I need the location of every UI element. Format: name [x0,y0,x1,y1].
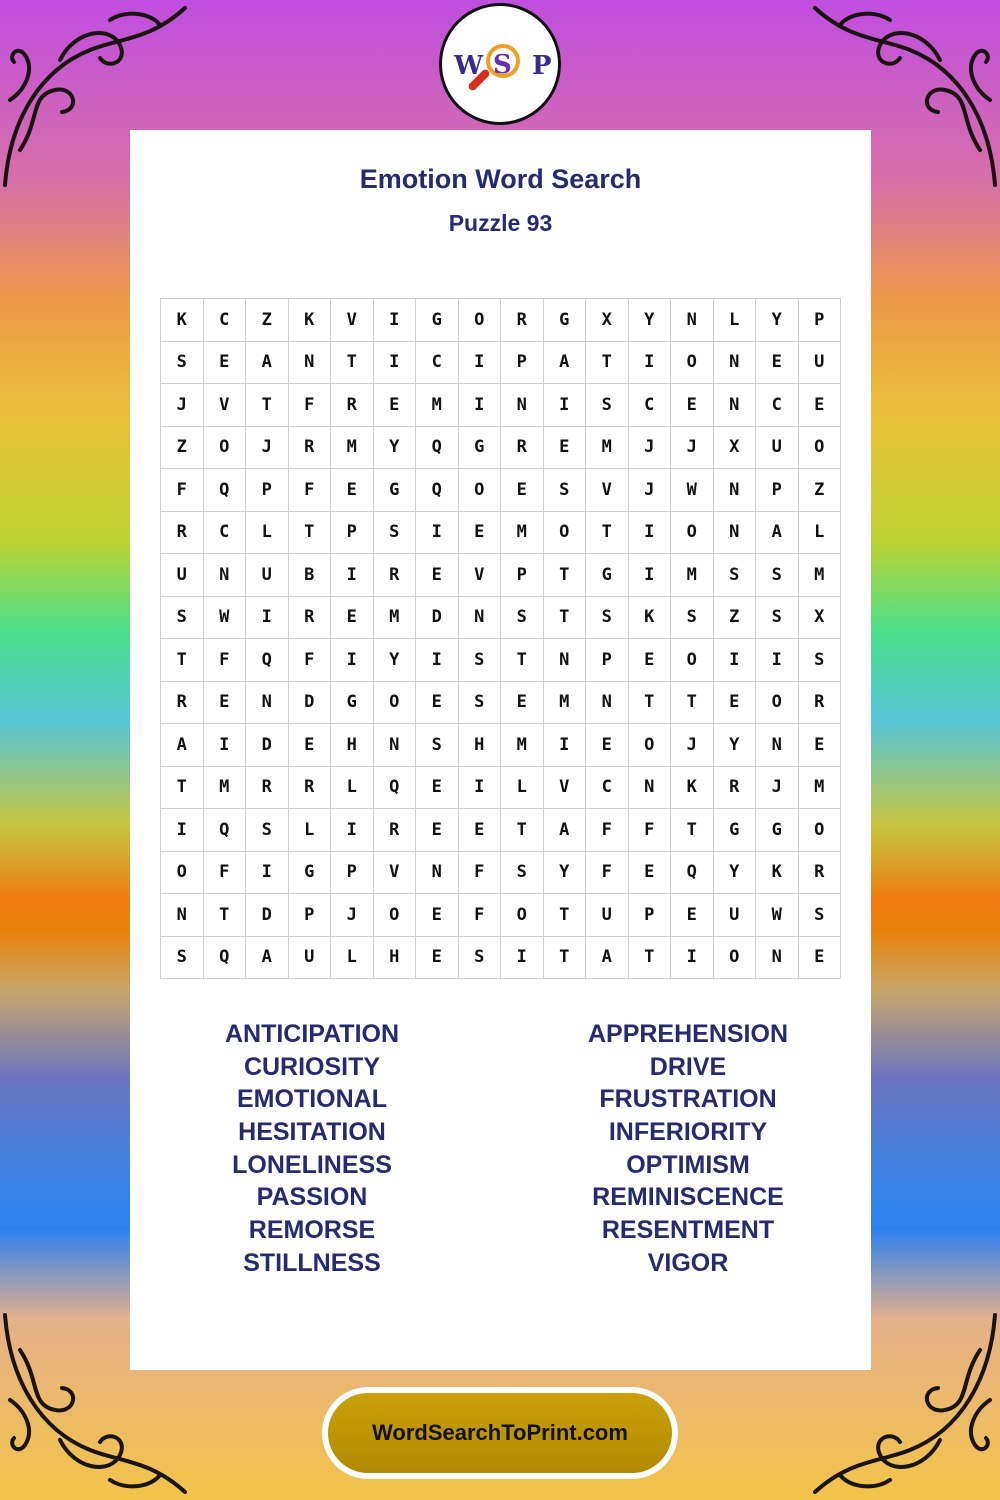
grid-cell: V [204,384,247,427]
grid-cell: E [374,384,417,427]
grid-cell: F [459,894,502,937]
word-list-item: LONELINESS [232,1150,392,1179]
grid-cell: S [374,512,417,555]
grid-cell: C [416,342,459,385]
grid-cell: R [501,427,544,470]
grid-cell: S [161,937,204,980]
word-list-item: FRUSTRATION [599,1085,777,1114]
grid-cell: Z [714,597,757,640]
grid-cell: N [671,299,714,342]
word-list-item: RESENTMENT [601,1216,775,1245]
grid-cell: P [501,342,544,385]
grid-cell: O [374,682,417,725]
grid-cell: N [714,469,757,512]
grid-cell: O [459,299,502,342]
grid-cell: E [459,512,502,555]
grid-cell: J [671,427,714,470]
grid-cell: I [714,639,757,682]
grid-cell: C [756,384,799,427]
grid-cell: T [161,767,204,810]
grid-cell: O [799,809,842,852]
grid-cell: Y [714,852,757,895]
grid-cell: R [714,767,757,810]
grid-cell: R [289,767,332,810]
grid-cell: I [374,342,417,385]
grid-cell: F [586,852,629,895]
grid-cell: I [544,724,587,767]
grid-cell: E [204,682,247,725]
grid-cell: T [629,937,672,980]
grid-cell: D [289,682,332,725]
grid-cell: Q [246,639,289,682]
grid-cell: F [289,639,332,682]
site-logo [439,3,561,125]
grid-cell: T [671,809,714,852]
grid-cell: T [501,809,544,852]
grid-cell: Q [416,427,459,470]
word-list-item: HESITATION [238,1118,386,1147]
grid-cell: L [331,937,374,980]
grid-cell: S [501,597,544,640]
grid-cell: F [204,852,247,895]
grid-cell: M [416,384,459,427]
puzzle-number: Puzzle 93 [448,210,553,236]
grid-cell: F [289,384,332,427]
grid-cell: C [586,767,629,810]
grid-cell: D [246,724,289,767]
grid-cell: Q [204,809,247,852]
grid-cell: O [756,682,799,725]
grid-cell: A [246,342,289,385]
site-link-label[interactable]: WordSearchToPrint.com [328,1393,672,1473]
grid-cell: X [799,597,842,640]
grid-cell: S [756,554,799,597]
grid-cell: W [671,469,714,512]
grid-cell: I [629,342,672,385]
grid-cell: O [671,639,714,682]
puzzle-title: Emotion Word Search [359,164,642,194]
grid-cell: L [714,299,757,342]
grid-cell: S [501,852,544,895]
grid-cell: E [416,682,459,725]
grid-cell: E [416,809,459,852]
grid-cell: R [501,299,544,342]
grid-cell: I [459,342,502,385]
grid-cell: W [204,597,247,640]
grid-cell: G [459,427,502,470]
grid-cell: F [586,809,629,852]
grid-cell: I [629,512,672,555]
grid-cell: O [204,427,247,470]
grid-cell: V [459,554,502,597]
grid-cell: R [799,682,842,725]
grid-cell: T [544,554,587,597]
grid-cell: A [544,342,587,385]
grid-cell: N [289,342,332,385]
grid-cell: G [374,469,417,512]
grid-cell: R [289,427,332,470]
grid-cell: E [799,724,842,767]
grid-cell: S [586,597,629,640]
word-list-item: REMINISCENCE [592,1183,784,1212]
grid-cell: Z [161,427,204,470]
grid-cell: X [586,299,629,342]
grid-cell: N [586,682,629,725]
grid-cell: E [331,597,374,640]
grid-cell: I [331,554,374,597]
grid-cell: Q [204,469,247,512]
grid-cell: U [161,554,204,597]
grid-cell: K [289,299,332,342]
grid-cell: J [671,724,714,767]
grid-cell: I [246,852,289,895]
grid-cell: P [756,469,799,512]
grid-cell: M [501,512,544,555]
grid-cell: E [586,724,629,767]
grid-cell: Y [629,299,672,342]
grid-cell: O [459,469,502,512]
grid-cell: P [331,852,374,895]
grid-cell: V [331,299,374,342]
word-list-item: ANTICIPATION [224,1020,400,1048]
grid-cell: S [459,682,502,725]
grid-cell: E [416,554,459,597]
grid-cell: E [756,342,799,385]
grid-cell: I [629,554,672,597]
grid-cell: M [204,767,247,810]
grid-cell: M [374,597,417,640]
grid-cell: J [629,427,672,470]
grid-cell: S [714,554,757,597]
grid-cell: Q [671,852,714,895]
grid-cell: N [714,512,757,555]
grid-cell: E [714,682,757,725]
grid-cell: U [714,894,757,937]
grid-cell: S [161,597,204,640]
grid-cell: P [289,894,332,937]
grid-cell: S [416,724,459,767]
grid-cell: A [161,724,204,767]
grid-cell: V [586,469,629,512]
grid-cell: R [331,384,374,427]
grid-cell: N [501,384,544,427]
grid-cell: Y [756,299,799,342]
grid-cell: N [416,852,459,895]
grid-cell: Y [374,639,417,682]
grid-cell: T [586,512,629,555]
grid-cell: F [161,469,204,512]
grid-cell: S [799,894,842,937]
grid-cell: I [544,384,587,427]
grid-cell: P [331,512,374,555]
grid-cell: U [289,937,332,980]
grid-cell: I [246,597,289,640]
grid-cell: T [204,894,247,937]
grid-cell: A [756,512,799,555]
grid-cell: L [799,512,842,555]
grid-cell: I [331,639,374,682]
word-list-item: VIGOR [647,1248,729,1277]
grid-cell: M [331,427,374,470]
grid-cell: E [671,384,714,427]
grid-cell: L [289,809,332,852]
grid-cell: N [756,937,799,980]
grid-cell: B [289,554,332,597]
grid-cell: Z [799,469,842,512]
grid-cell: F [629,809,672,852]
grid-cell: R [161,682,204,725]
grid-cell: V [544,767,587,810]
grid-cell: S [459,639,502,682]
grid-cell: E [416,767,459,810]
grid-cell: F [204,639,247,682]
grid-cell: N [246,682,289,725]
grid-cell: N [714,342,757,385]
grid-cell: T [289,512,332,555]
grid-cell: P [586,639,629,682]
grid-cell: K [756,852,799,895]
grid-cell: S [459,937,502,980]
grid-cell: Q [204,937,247,980]
grid-cell: N [714,384,757,427]
grid-cell: U [586,894,629,937]
grid-cell: T [246,384,289,427]
grid-cell: C [204,512,247,555]
grid-cell: W [756,894,799,937]
grid-cell: E [799,937,842,980]
grid-cell: R [289,597,332,640]
grid-cell: E [289,724,332,767]
puzzle-card [130,130,871,1370]
grid-cell: E [671,894,714,937]
logo-letter-p: P [532,51,552,81]
grid-cell: P [629,894,672,937]
grid-cell: J [331,894,374,937]
grid-cell: P [501,554,544,597]
grid-cell: A [246,937,289,980]
grid-cell: M [799,767,842,810]
grid-cell: O [629,724,672,767]
word-list-item: PASSION [256,1183,368,1212]
grid-cell: I [416,512,459,555]
grid-cell: C [629,384,672,427]
grid-cell: P [246,469,289,512]
grid-cell: Y [544,852,587,895]
grid-cell: D [246,894,289,937]
grid-cell: P [799,299,842,342]
grid-cell: Y [714,724,757,767]
grid-cell: G [416,299,459,342]
grid-cell: S [246,809,289,852]
word-list-right [523,1018,853,1280]
grid-cell: O [161,852,204,895]
word-list-item: STILLNESS [243,1248,381,1277]
grid-cell: S [671,597,714,640]
grid-cell: G [289,852,332,895]
grid-cell: I [374,299,417,342]
word-list-item: REMORSE [248,1216,376,1245]
grid-cell: T [501,639,544,682]
grid-cell: N [161,894,204,937]
grid-cell: I [204,724,247,767]
grid-cell: R [374,554,417,597]
grid-cell: R [246,767,289,810]
grid-cell: E [416,937,459,980]
grid-cell: R [799,852,842,895]
grid-cell: E [416,894,459,937]
grid-cell: G [331,682,374,725]
grid-cell: Q [416,469,459,512]
grid-cell: I [671,937,714,980]
letter-grid [160,298,841,979]
word-list-left [147,1018,477,1280]
grid-cell: N [629,767,672,810]
grid-cell: T [161,639,204,682]
grid-cell: D [416,597,459,640]
grid-cell: E [501,469,544,512]
grid-cell: O [799,427,842,470]
grid-cell: U [756,427,799,470]
grid-cell: U [799,342,842,385]
grid-cell: Y [374,427,417,470]
grid-cell: F [459,852,502,895]
grid-cell: T [586,342,629,385]
grid-cell: E [629,852,672,895]
grid-cell: U [246,554,289,597]
grid-cell: M [586,427,629,470]
grid-cell: S [586,384,629,427]
grid-cell: O [671,342,714,385]
grid-cell: M [501,724,544,767]
grid-cell: L [331,767,374,810]
grid-cell: O [501,894,544,937]
grid-cell: J [246,427,289,470]
grid-cell: O [544,512,587,555]
logo-letter-w: W [454,51,484,81]
grid-cell: T [544,894,587,937]
grid-cell: E [204,342,247,385]
grid-cell: G [756,809,799,852]
word-list-item: APPREHENSION [587,1020,789,1048]
grid-cell: Z [246,299,289,342]
grid-cell: E [501,682,544,725]
grid-cell: A [544,809,587,852]
grid-cell: K [671,767,714,810]
grid-cell: S [544,469,587,512]
grid-cell: N [374,724,417,767]
grid-cell: G [714,809,757,852]
grid-cell: J [756,767,799,810]
grid-cell: G [586,554,629,597]
grid-cell: J [629,469,672,512]
grid-cell: N [459,597,502,640]
word-list-item: CURIOSITY [243,1052,381,1081]
grid-cell: T [544,597,587,640]
grid-cell: M [799,554,842,597]
grid-cell: T [331,342,374,385]
grid-cell: R [161,512,204,555]
site-link-button[interactable] [322,1387,678,1479]
grid-cell: X [714,427,757,470]
grid-cell: T [629,682,672,725]
grid-cell: S [161,342,204,385]
grid-cell: K [161,299,204,342]
grid-cell: E [544,427,587,470]
grid-cell: S [799,639,842,682]
grid-cell: V [374,852,417,895]
logo-letter-s: S [493,50,512,80]
grid-cell: L [246,512,289,555]
grid-cell: K [629,597,672,640]
grid-cell: O [714,937,757,980]
grid-cell: I [331,809,374,852]
grid-cell: I [756,639,799,682]
grid-cell: I [459,767,502,810]
grid-cell: E [799,384,842,427]
word-list-item: DRIVE [649,1052,727,1081]
grid-cell: I [161,809,204,852]
grid-cell: M [671,554,714,597]
word-list-item: INFERIORITY [608,1118,768,1147]
grid-cell: R [374,809,417,852]
grid-cell: S [756,597,799,640]
grid-cell: O [671,512,714,555]
grid-cell: F [289,469,332,512]
grid-cell: H [331,724,374,767]
grid-cell: G [544,299,587,342]
grid-cell: N [544,639,587,682]
word-list-item: OPTIMISM [626,1150,750,1179]
grid-cell: E [629,639,672,682]
grid-cell: T [544,937,587,980]
grid-cell: Q [374,767,417,810]
grid-cell: E [459,809,502,852]
grid-cell: H [459,724,502,767]
grid-cell: H [374,937,417,980]
grid-cell: O [374,894,417,937]
grid-cell: E [331,469,374,512]
word-list-item: EMOTIONAL [237,1085,387,1114]
grid-cell: A [586,937,629,980]
grid-cell: I [501,937,544,980]
grid-cell: J [161,384,204,427]
grid-cell: M [544,682,587,725]
grid-cell: I [416,639,459,682]
grid-cell: T [671,682,714,725]
grid-cell: N [204,554,247,597]
grid-cell: N [756,724,799,767]
grid-cell: L [501,767,544,810]
grid-cell: C [204,299,247,342]
grid-cell: I [459,384,502,427]
